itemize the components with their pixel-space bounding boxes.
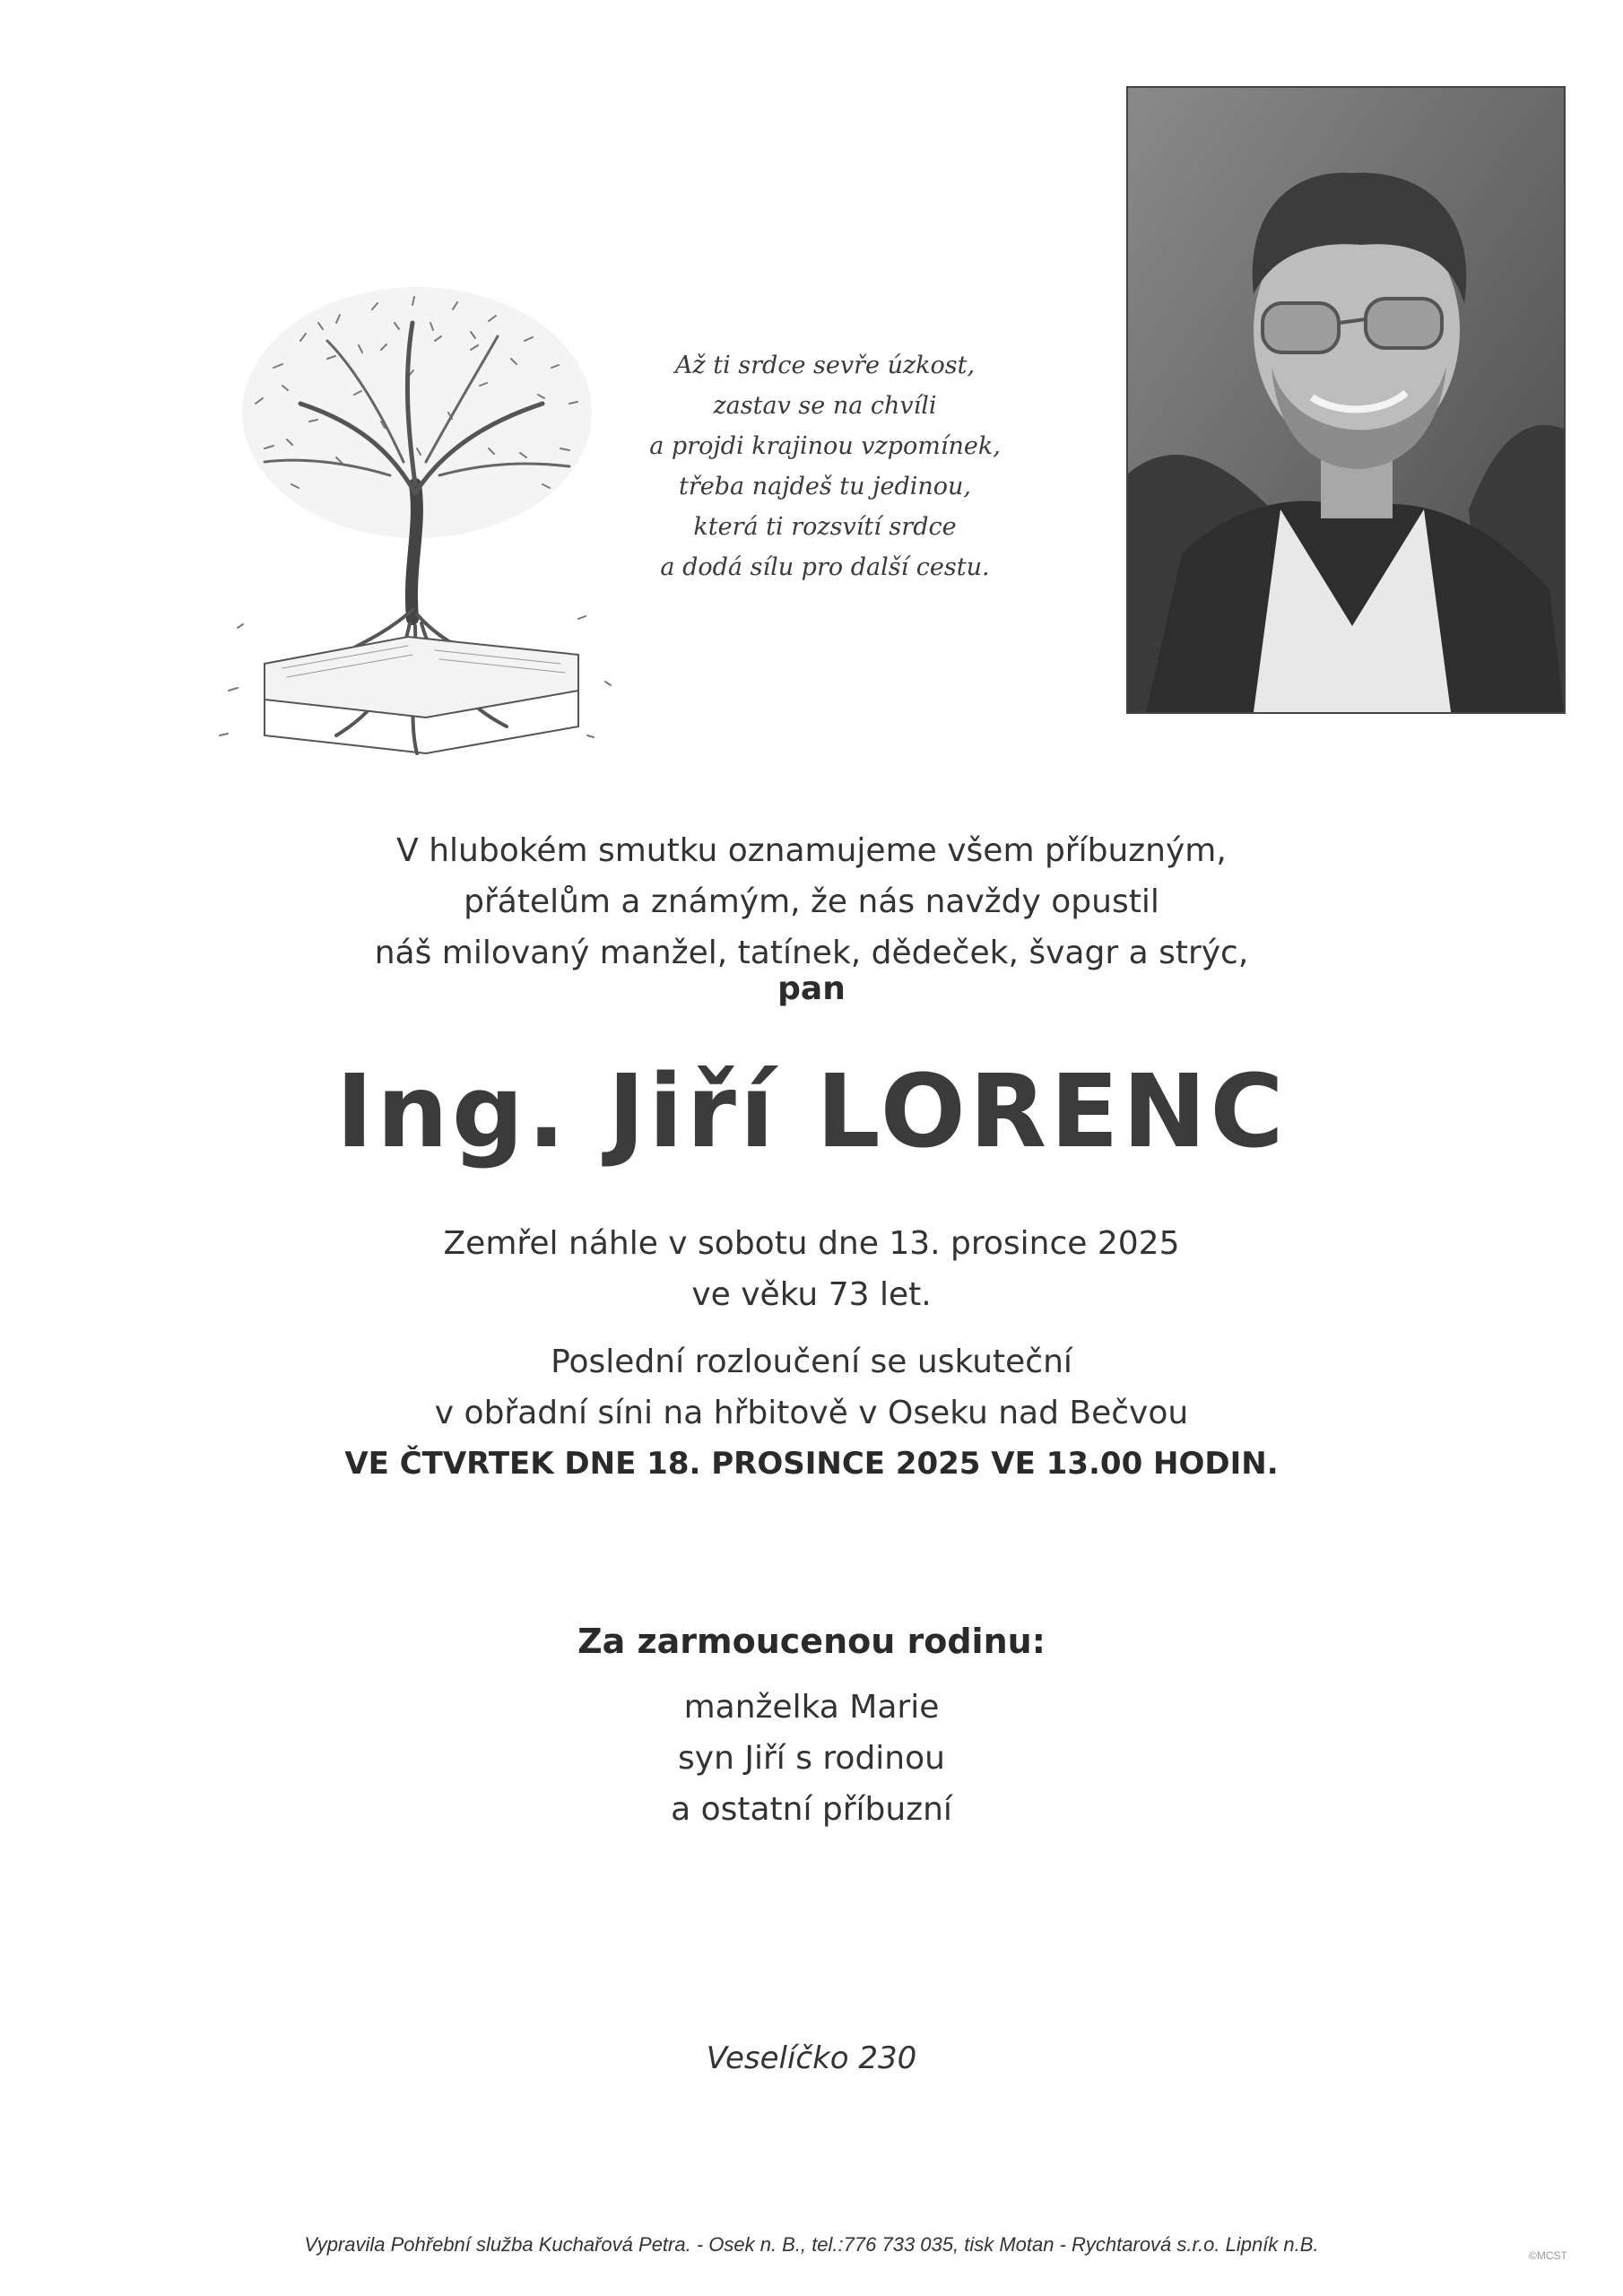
tree-on-books-illustration: [202, 269, 641, 780]
farewell-date: VE ČTVRTEK DNE 18. PROSINCE 2025 VE 13.00 HODIN.: [344, 1446, 1279, 1482]
family-member: a ostatní příbuzní: [671, 1791, 952, 1828]
poem-line: a dodá sílu pro další cestu.: [660, 553, 990, 581]
farewell-line: v obřadní síni na hřbitově v Oseku nad Bečvou: [434, 1395, 1189, 1431]
death-line: Zemřel náhle v sobotu dne 13. prosince 2025: [443, 1225, 1180, 1262]
family-member: manželka Marie: [683, 1689, 940, 1726]
announcement-line: přátelům a známým, že nás navždy opustil: [464, 883, 1159, 920]
poem-line: Až ti srdce sevře úzkost,: [674, 352, 976, 379]
death-notice: [273, 1218, 1350, 1320]
poem-line: třeba najdeš tu jedinou,: [679, 473, 971, 500]
farewell-notice: [229, 1336, 1394, 1490]
footer-credits: Vypravila Pohřební služba Kuchařová Petra. - Osek n. B., tel.:776 733 035, tisk Motan - Rychtarová s.r.o. Lipník n.B.: [304, 2233, 1319, 2256]
poem-line: která ti rozsvítí srdce: [693, 513, 957, 541]
memorial-poem: [628, 345, 1022, 587]
family-members: [542, 1682, 1081, 1835]
announcement-line: V hlubokém smutku oznamujeme všem příbuzným,: [396, 832, 1227, 869]
death-line: ve věku 73 let.: [691, 1276, 932, 1313]
family-heading: Za zarmoucenou rodinu:: [577, 1622, 1046, 1661]
address: Veselíčko 230: [706, 2040, 917, 2076]
deceased-name: Ing. Jiří LORENC: [335, 1054, 1288, 1170]
portrait-photo: [1126, 86, 1566, 714]
printer-mark: ©MCST: [1529, 2249, 1567, 2262]
title-pan: pan: [777, 970, 846, 1007]
announcement-text: [273, 825, 1350, 978]
announcement-line: náš milovaný manžel, tatínek, dědeček, švagr a strýc,: [374, 935, 1249, 971]
farewell-line: Poslední rozloučení se uskuteční: [551, 1344, 1072, 1380]
family-member: syn Jiří s rodinou: [678, 1740, 945, 1777]
poem-line: a projdi krajinou vzpomínek,: [649, 432, 1001, 460]
poem-line: zastav se na chvíli: [713, 392, 937, 420]
